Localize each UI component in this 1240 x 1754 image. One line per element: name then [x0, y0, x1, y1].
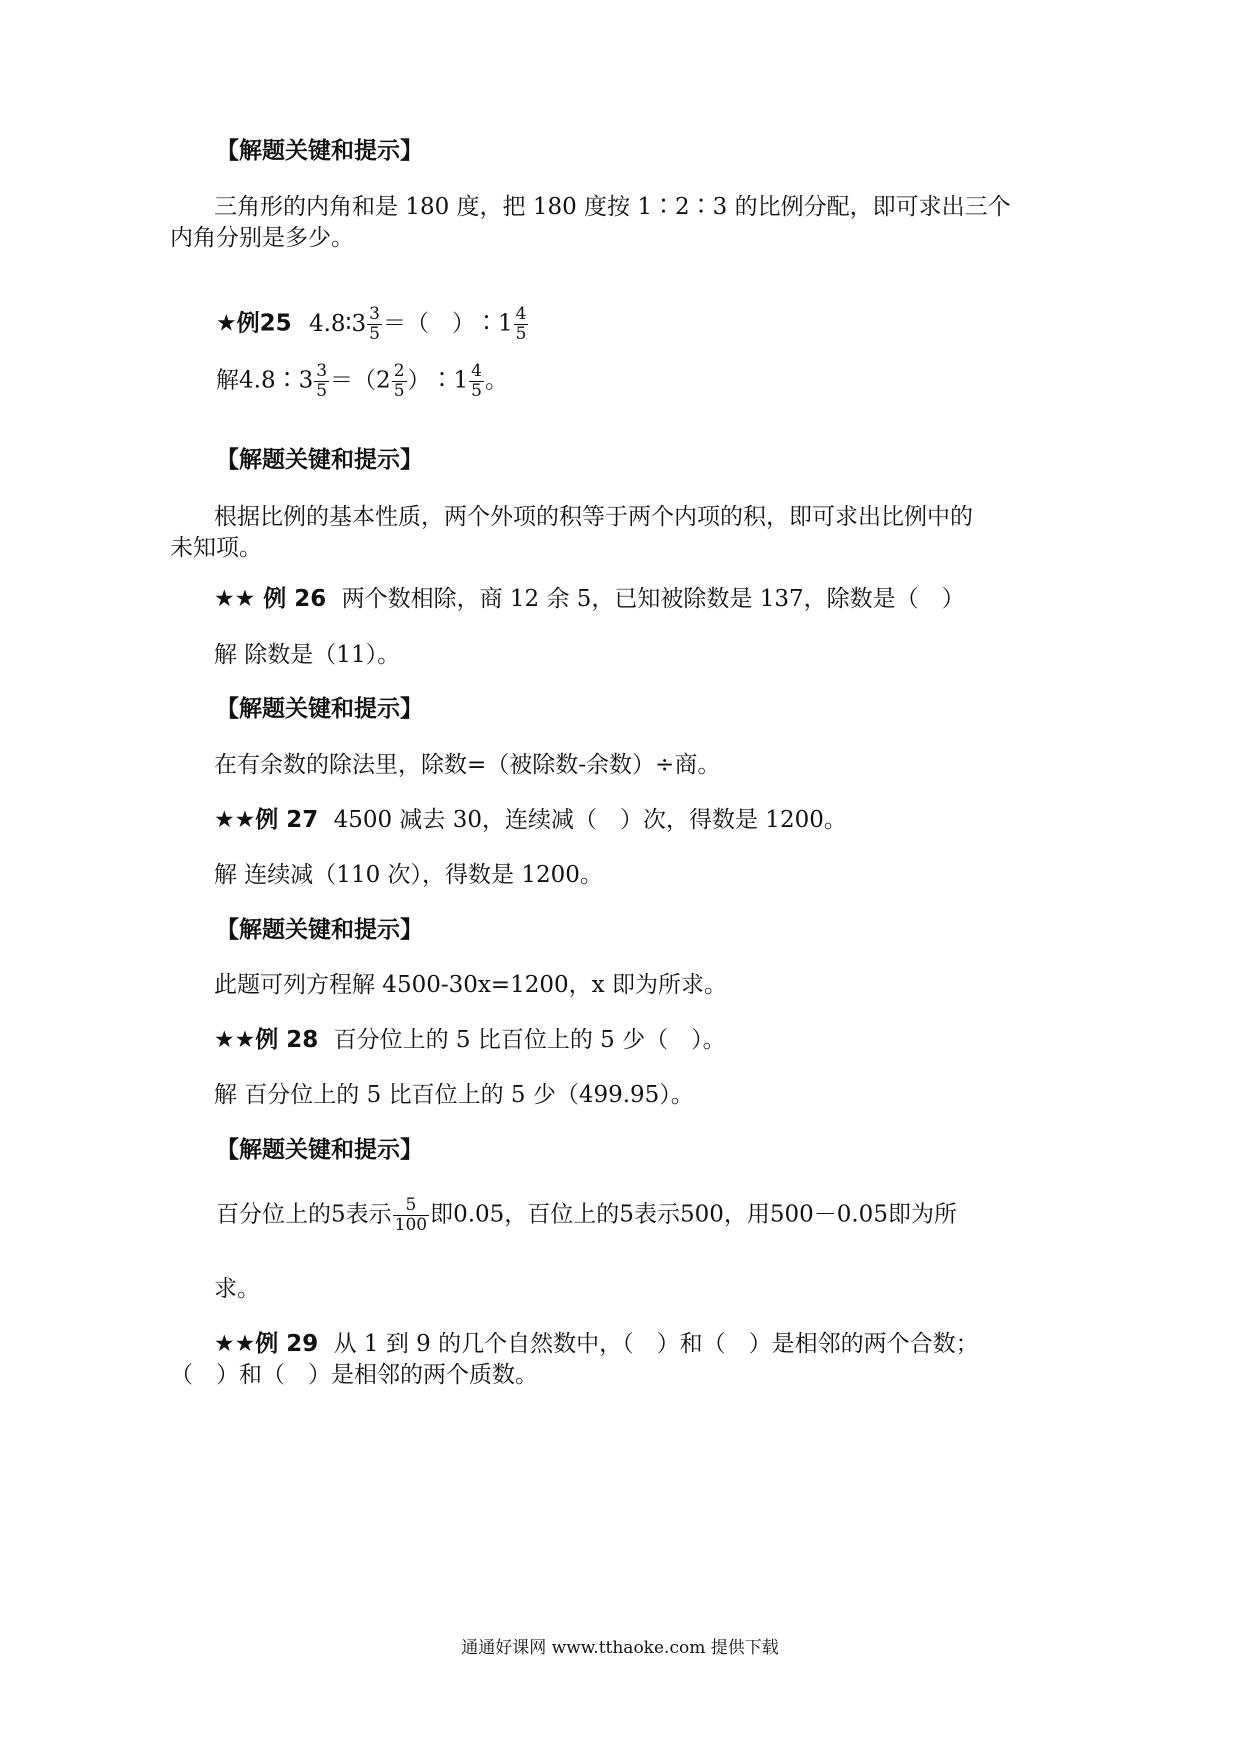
- example-27-answer: 解 连续减（110 次），得数是 1200。: [214, 862, 603, 888]
- hint-heading-5: 【解题关键和提示】: [216, 1137, 423, 1163]
- example-29-text: 从 1 到 9 的几个自然数中，（ ）和（ ）是相邻的两个合数；: [333, 1331, 979, 1357]
- answer-part-c: ）∶1: [407, 367, 469, 394]
- fraction: $\frac{4}{5}$: [515, 304, 527, 344]
- hint-5-line-2: 求。: [214, 1276, 260, 1302]
- fraction: $\frac{4}{5}$: [471, 361, 482, 401]
- page-footer: 通通好课网 www.tthaoke.com 提供下载: [461, 1638, 779, 1658]
- hint-3-text: 在有余数的除法里，除数=（被除数-余数）÷商。: [214, 752, 721, 778]
- example-25-part-b: ＝（ ）∶1: [382, 310, 513, 337]
- example-26-label: ★★ 例 26: [214, 586, 327, 612]
- fraction: $\frac{5}{100}$: [394, 1195, 428, 1235]
- hint-1-line-1: 三角形的内角和是 180 度，把 180 度按 1∶2∶3 的比例分配，即可求出三个: [214, 194, 1011, 220]
- example-26-answer: 解 除数是（11）。: [214, 642, 401, 668]
- fraction: $\frac{2}{5}$: [393, 361, 405, 401]
- answer-part-d: 。: [484, 367, 508, 394]
- hint-1-line-2: 内角分别是多少。: [170, 225, 354, 251]
- hint-5-part-a: 百分位上的5表示: [216, 1201, 392, 1228]
- example-28-question: [214, 1024, 726, 1056]
- fraction: $\frac{3}{5}$: [369, 304, 380, 344]
- hint-heading-2: 【解题关键和提示】: [216, 447, 423, 473]
- example-28-answer: 解 百分位上的 5 比百位上的 5 少（499.95）。: [214, 1082, 694, 1108]
- hint-heading-3: 【解题关键和提示】: [216, 696, 423, 722]
- answer-part-a: 4.8∶3: [239, 367, 314, 394]
- example-25-label: ★例25: [216, 310, 292, 337]
- example-29-question: [214, 1328, 979, 1360]
- hint-heading-1: 【解题关键和提示】: [216, 138, 423, 164]
- hint-2-line-1: 根据比例的基本性质，两个外项的积等于两个内项的积，即可求出比例中的: [214, 504, 973, 530]
- answer-part-b: ＝（2: [330, 367, 391, 394]
- answer-label: 解: [216, 367, 239, 394]
- hint-5-line-1: [216, 1196, 957, 1235]
- hint-4-text: 此题可列方程解 4500-30x=1200，x 即为所求。: [214, 972, 727, 998]
- example-25-question: [216, 305, 529, 344]
- example-25-part-a: 4.8∶3: [308, 310, 367, 337]
- example-26-question: [214, 583, 965, 615]
- example-28-text: 百分位上的 5 比百位上的 5 少（ ）。: [333, 1027, 726, 1053]
- example-27-text: 4500 减去 30，连续减（ ）次，得数是 1200。: [333, 807, 847, 833]
- hint-heading-4: 【解题关键和提示】: [216, 917, 423, 943]
- fraction: $\frac{3}{5}$: [316, 361, 328, 401]
- example-25-answer: [216, 362, 508, 401]
- example-27-question: [214, 804, 847, 836]
- example-28-label: ★★例 28: [214, 1027, 319, 1053]
- example-26-text: 两个数相除，商 12 余 5，已知被除数是 137，除数是（ ）: [341, 586, 965, 612]
- example-29-line-2: （ ）和（ ）是相邻的两个质数。: [170, 1362, 538, 1388]
- example-29-label: ★★例 29: [214, 1331, 319, 1357]
- hint-5-part-b: 即0.05，百位上的5表示500，用500－0.05即为所: [430, 1201, 957, 1228]
- example-27-label: ★★例 27: [214, 807, 319, 833]
- hint-2-line-2: 未知项。: [170, 535, 262, 561]
